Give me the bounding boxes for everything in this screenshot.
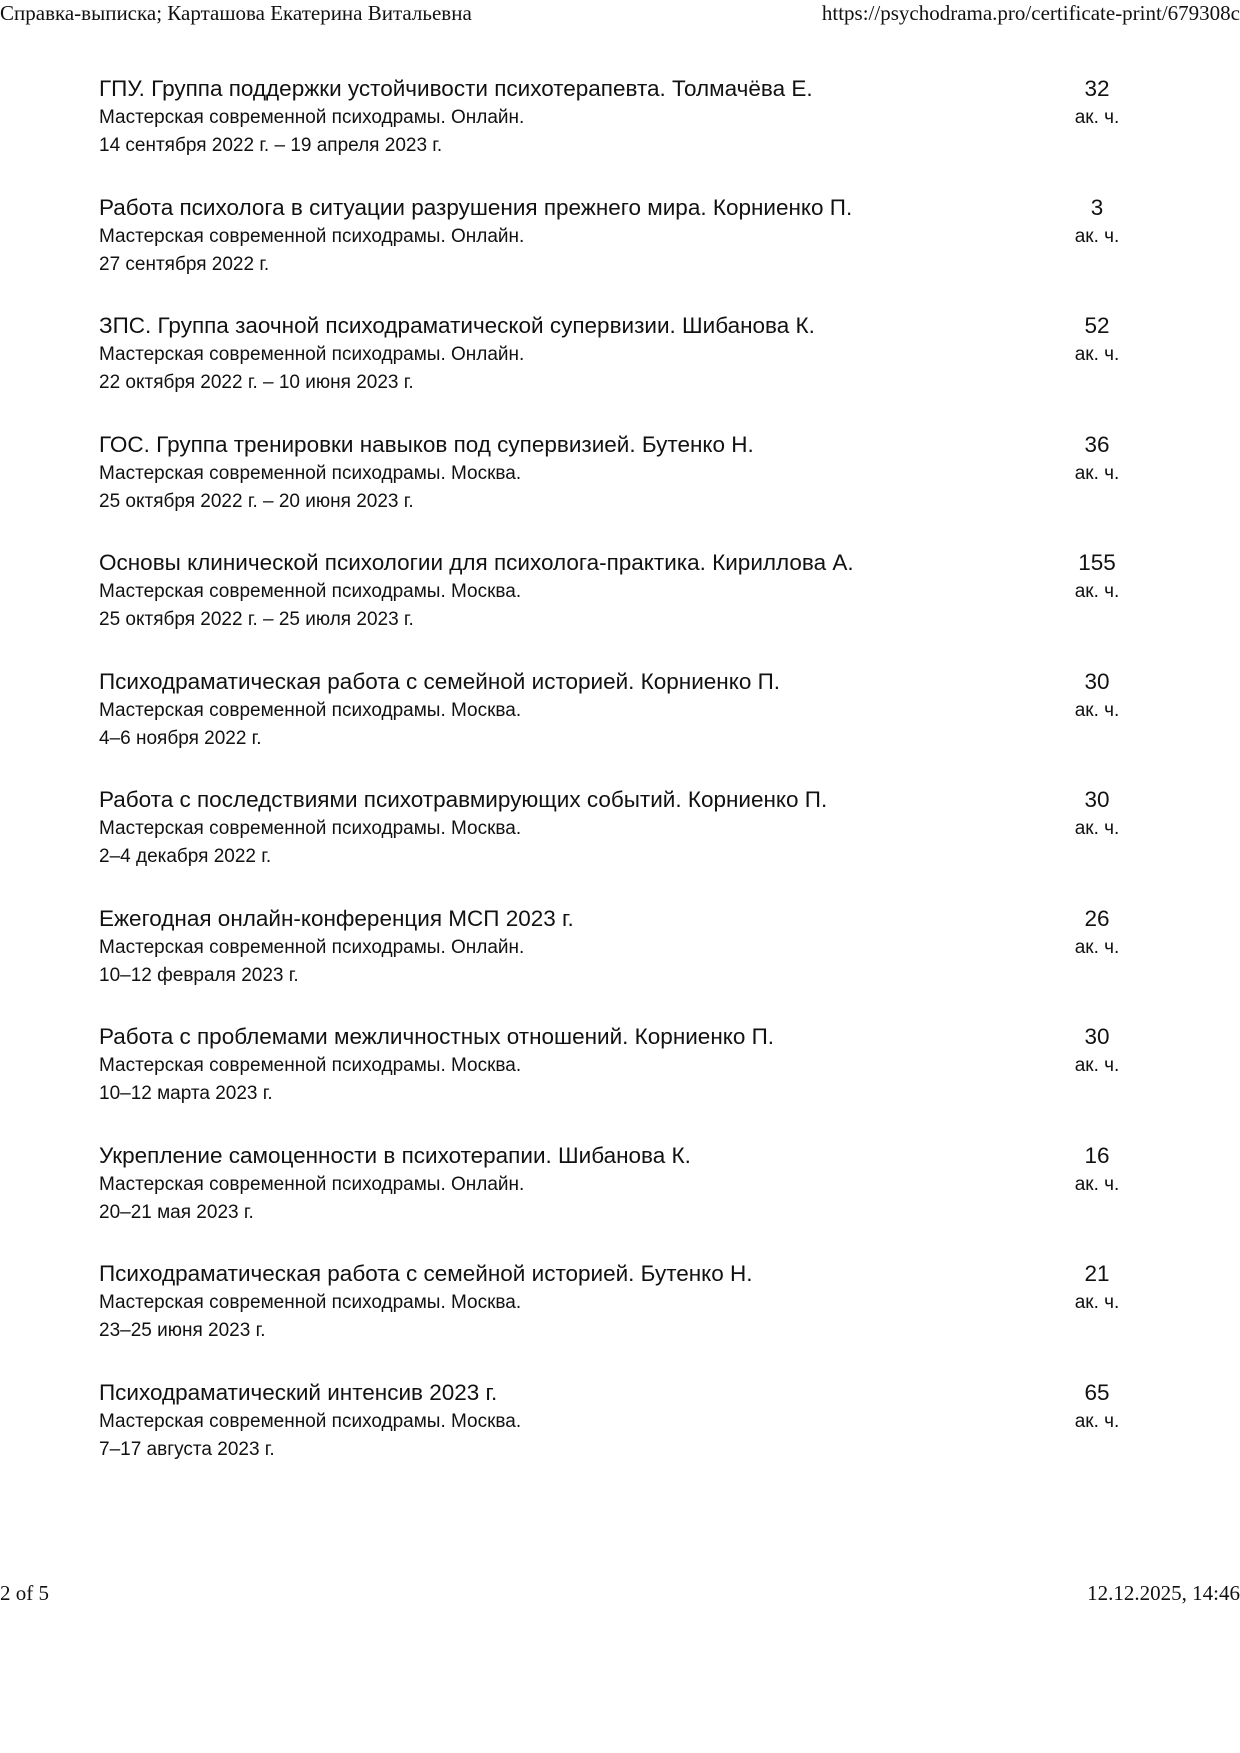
hours-unit: ак. ч. [1074,699,1120,721]
course-date: 10–12 февраля 2023 г. [99,964,299,986]
course-entry [99,1259,1159,1378]
course-hours [1047,1022,1147,1080]
course-hours [1047,1378,1147,1436]
course-title: Психодраматическая работа с семейной историей. Корниенко П. [99,668,781,694]
course-organizer: Мастерская современной психодрамы. Москва. [99,1292,522,1313]
hours-value: 3 [1090,194,1104,220]
course-entry [99,904,1159,1023]
course-date: 14 сентября 2022 г. – 19 апреля 2023 г. [99,135,443,156]
course-title: Работа с проблемами межличностных отношений. Корниенко П. [99,1024,775,1049]
hours-unit: ак. ч. [1074,107,1120,128]
course-entry [99,430,1159,549]
hours-unit: ак. ч. [1074,1173,1120,1195]
course-date: 10–12 марта 2023 г. [99,1083,273,1104]
course-organizer: Мастерская современной психодрамы. Онлайн. [99,344,525,365]
course-title: Психодраматическая работа с семейной историей. Бутенко Н. [99,1261,753,1286]
course-date: 2–4 декабря 2022 г. [99,846,272,867]
course-entry [99,667,1159,786]
course-date: 25 октября 2022 г. – 20 июня 2023 г. [99,490,414,512]
hours-unit: ак. ч. [1074,344,1120,365]
course-title: ЗПС. Группа заочной психодраматической супервизии. Шибанова К. [99,313,815,338]
course-entry [99,1378,1159,1497]
hours-value: 16 [1084,1142,1110,1168]
course-list [99,74,1159,1496]
course-organizer: Мастерская современной психодрамы. Онлайн. [99,107,525,128]
course-entry [99,785,1159,904]
hours-unit: ак. ч. [1074,1055,1120,1076]
hours-unit: ак. ч. [1074,818,1120,839]
course-title: Психодраматический интенсив 2023 г. [99,1379,498,1405]
course-date: 7–17 августа 2023 г. [99,1438,275,1460]
course-organizer: Мастерская современной психодрамы. Москва. [99,1410,522,1432]
course-date: 20–21 мая 2023 г. [99,1201,254,1223]
course-entry [99,74,1159,193]
course-title: Работа с последствиями психотравмирующих событий. Корниенко П. [99,787,828,812]
course-title: ГОС. Группа тренировки навыков под супервизией. Бутенко Н. [99,431,754,457]
course-title: Основы клинической психологии для психолога-практика. Кириллова А. [99,550,854,575]
course-organizer: Мастерская современной психодрамы. Онлайн. [99,225,525,247]
hours-value: 30 [1084,668,1110,694]
hours-value: 52 [1084,313,1110,338]
hours-unit: ак. ч. [1074,1292,1120,1313]
course-entry [99,1022,1159,1141]
course-hours [1047,430,1147,488]
hours-unit: ак. ч. [1074,1410,1120,1432]
course-title: Работа психолога в ситуации разрушения прежнего мира. Корниенко П. [99,194,853,220]
course-date: 4–6 ноября 2022 г. [99,727,262,749]
course-organizer: Мастерская современной психодрамы. Онлайн. [99,936,525,958]
course-hours [1047,548,1147,606]
hours-value: 65 [1084,1379,1110,1405]
course-hours [1047,311,1147,369]
print-header-title: Справка-выписка; Карташова Екатерина Витальевна [0,1,472,25]
course-entry [99,311,1159,430]
print-datetime: 12.12.2025, 14:46 [1087,1581,1240,1605]
course-title: ГПУ. Группа поддержки устойчивости психотерапевта. Толмачёва Е. [99,76,813,101]
course-date: 27 сентября 2022 г. [99,253,270,275]
hours-value: 26 [1084,905,1110,931]
page-number: 2 of 5 [0,1581,49,1605]
course-title: Укрепление самоценности в психотерапии. Шибанова К. [99,1142,691,1168]
course-organizer: Мастерская современной психодрамы. Москва. [99,581,522,602]
course-title: Ежегодная онлайн-конференция МСП 2023 г. [99,905,574,931]
course-organizer: Мастерская современной психодрамы. Онлайн. [99,1173,525,1195]
hours-value: 32 [1084,76,1110,101]
hours-unit: ак. ч. [1074,225,1120,247]
course-hours [1047,667,1147,725]
print-header-url: https://psychodrama.pro/certificate-print/679308c [821,1,1240,25]
course-entry [99,548,1159,667]
course-hours [1047,1141,1147,1199]
course-date: 23–25 июня 2023 г. [99,1320,266,1341]
hours-value: 36 [1084,431,1110,457]
course-hours [1047,193,1147,251]
hours-value: 155 [1078,550,1116,575]
hours-value: 21 [1084,1261,1110,1286]
hours-unit: ак. ч. [1074,581,1120,602]
course-hours [1047,1259,1147,1317]
course-organizer: Мастерская современной психодрамы. Москва. [99,818,522,839]
hours-unit: ак. ч. [1074,462,1120,484]
course-entry [99,193,1159,312]
course-organizer: Мастерская современной психодрамы. Москва. [99,462,522,484]
hours-value: 30 [1084,787,1110,812]
course-hours [1047,785,1147,843]
hours-value: 30 [1084,1024,1110,1049]
course-organizer: Мастерская современной психодрамы. Москва. [99,1055,522,1076]
hours-unit: ак. ч. [1074,936,1120,958]
course-date: 25 октября 2022 г. – 25 июля 2023 г. [99,609,414,630]
course-entry [99,1141,1159,1260]
course-organizer: Мастерская современной психодрамы. Москва. [99,699,522,721]
course-hours [1047,904,1147,962]
course-date: 22 октября 2022 г. – 10 июня 2023 г. [99,372,414,393]
course-hours [1047,74,1147,132]
